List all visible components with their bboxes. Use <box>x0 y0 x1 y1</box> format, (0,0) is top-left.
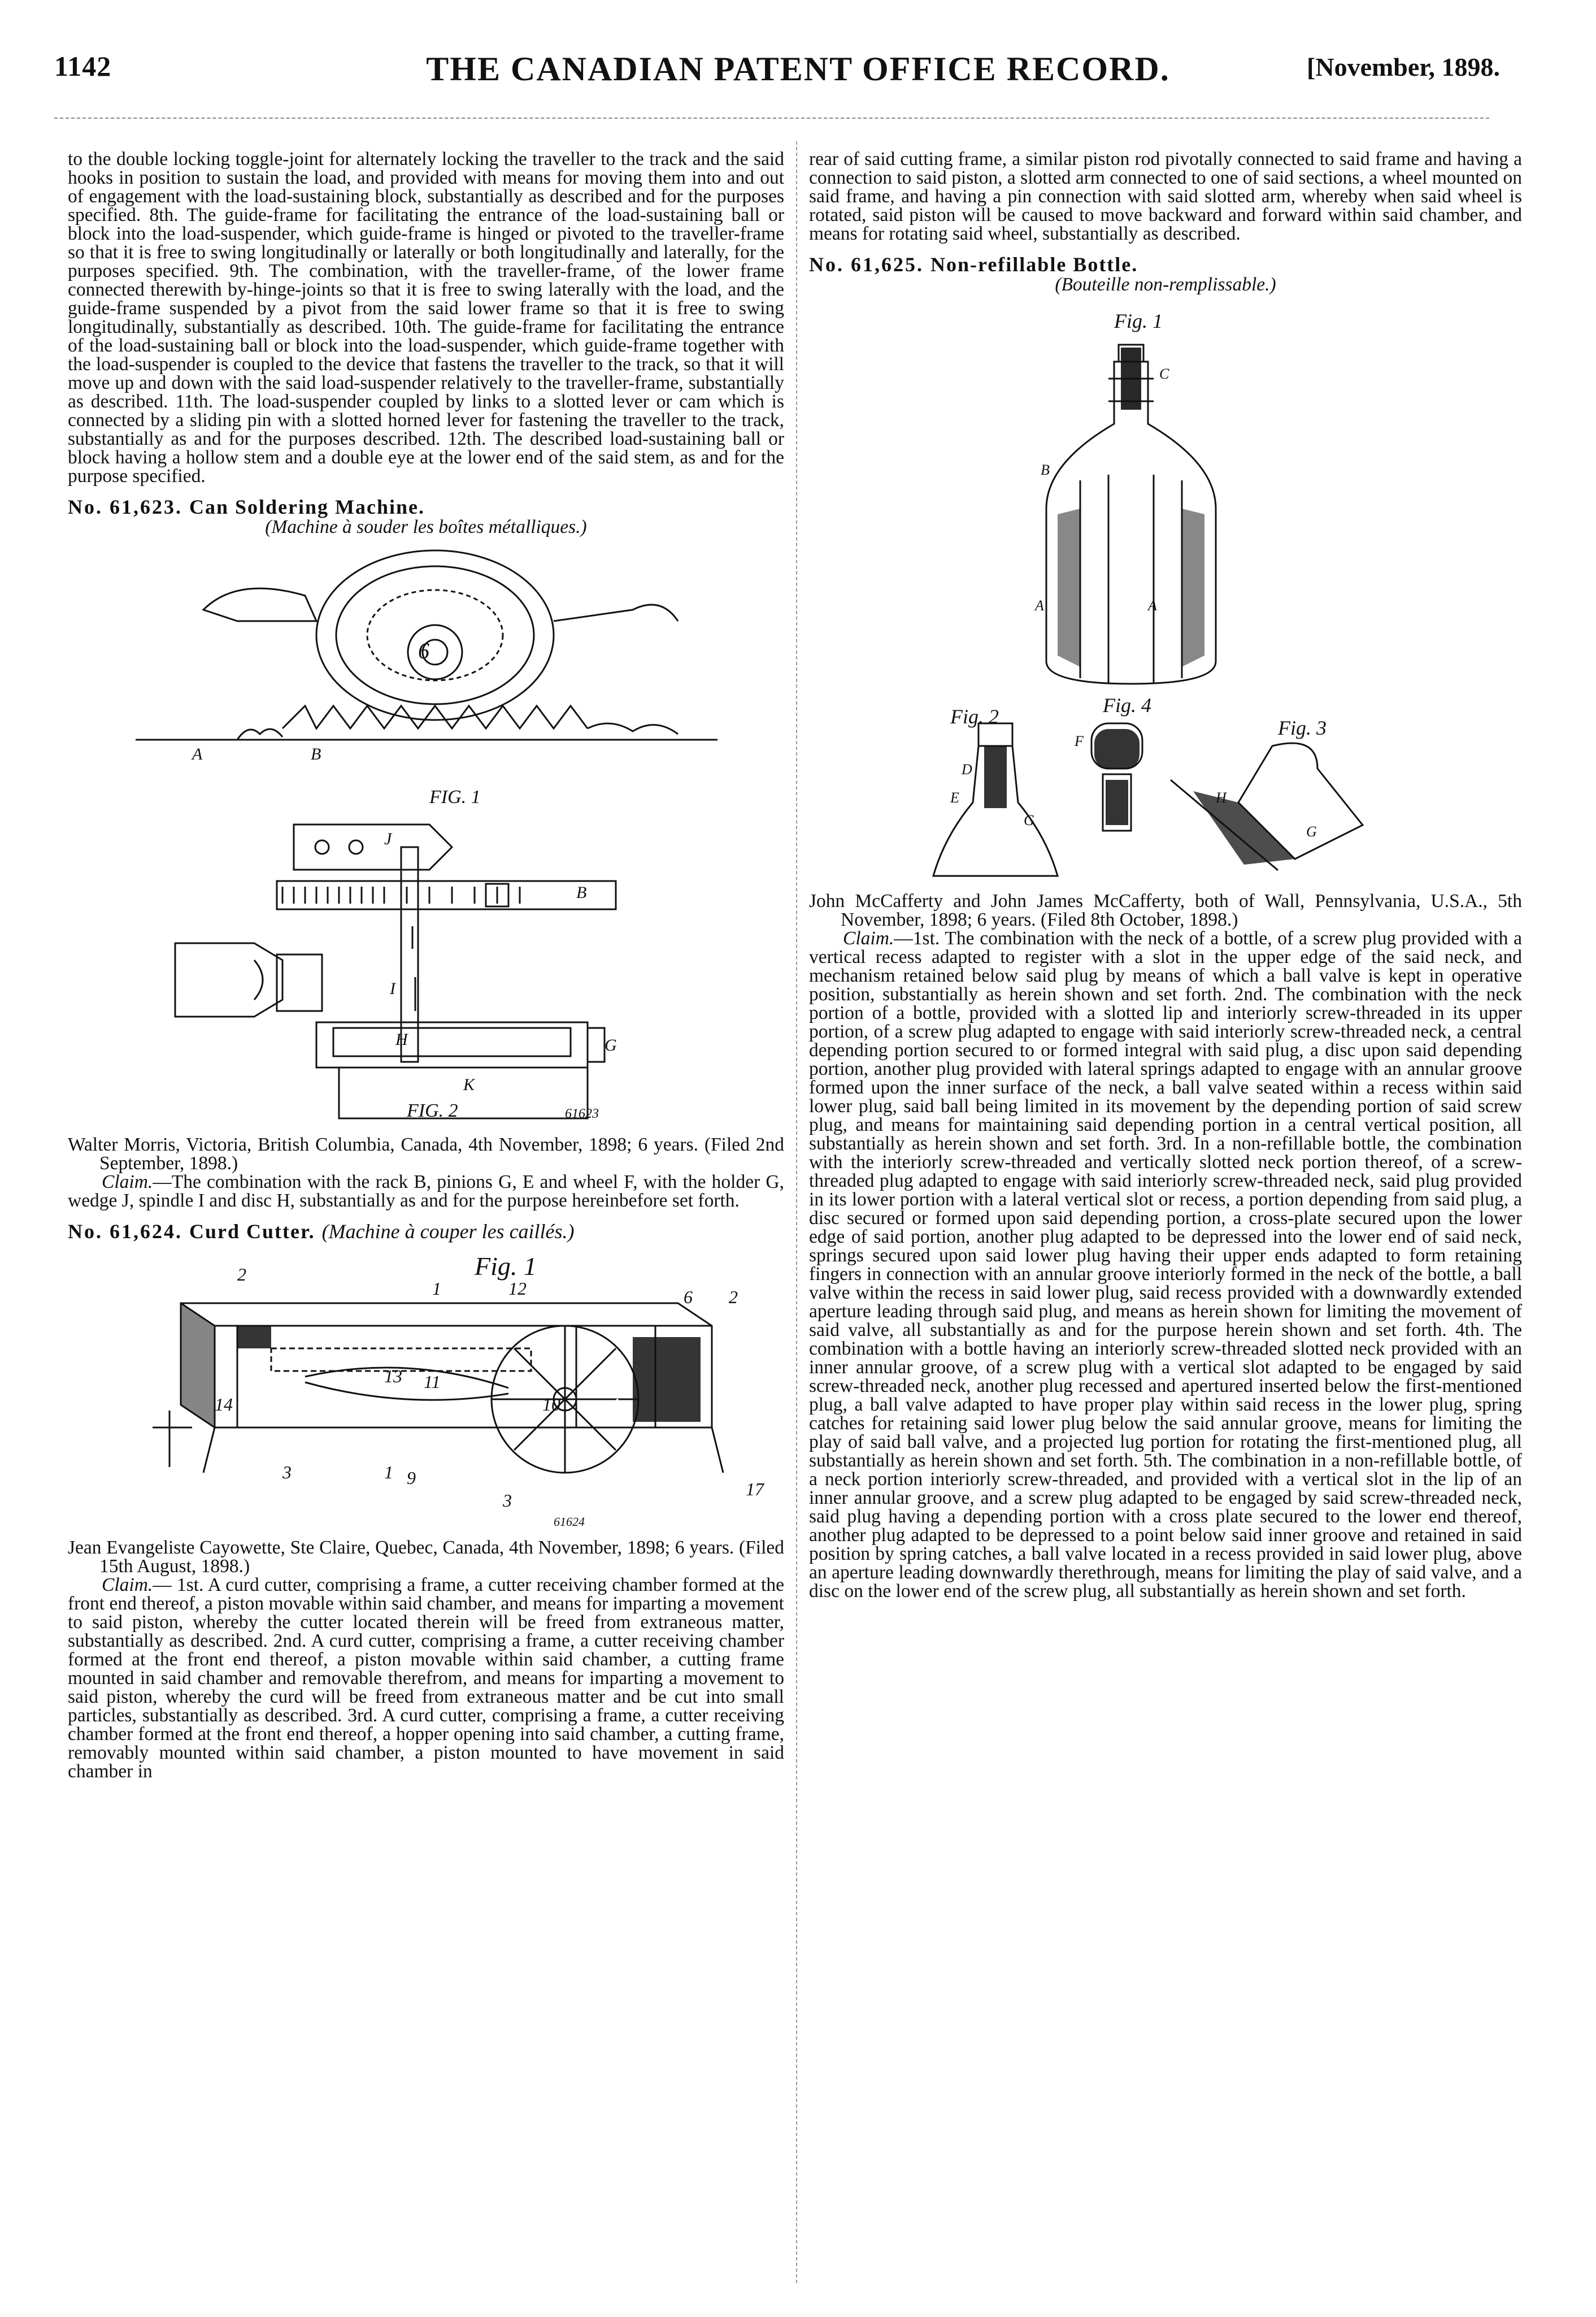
patent-number: No. 61,625. <box>809 253 924 276</box>
claim-label: Claim. <box>102 1171 153 1192</box>
claim-label: Claim. <box>102 1574 153 1595</box>
page-number: 1142 <box>54 50 112 82</box>
claim-text: —The combination with the rack B, pinions G, E and wheel F, with the holder G, wedge J, spindle I and disc H, substantially as and for the purpose hereinbefore set forth. <box>68 1171 784 1211</box>
can-soldering-fig1-drawing <box>68 536 784 813</box>
curd-cutter-fig-label: Fig. 1 <box>475 1252 537 1281</box>
claim-61625 <box>809 929 1522 1600</box>
bottle-fig4-label: Fig. 4 <box>1103 694 1151 717</box>
svg-text:B: B <box>1041 462 1050 478</box>
patent-title: Curd Cutter. <box>189 1220 315 1243</box>
svg-text:10: 10 <box>542 1394 560 1415</box>
bottle-fig1-label: Fig. 1 <box>1114 310 1163 332</box>
svg-text:I: I <box>390 979 395 998</box>
left-column <box>68 150 784 1781</box>
inventor-61625: John McCafferty and John James McCafferty, both of Wall, Pennsylvania, U.S.A., 5th November, 1898; 6 years. (Filed 8th October, 1898.) <box>809 891 1522 930</box>
right-column <box>809 150 1522 1600</box>
fig1-caption: FIG. 1 <box>429 787 481 808</box>
svg-text:6: 6 <box>418 638 429 663</box>
svg-text:G: G <box>1024 812 1034 828</box>
patent-number: No. 61,624. <box>68 1220 182 1243</box>
patent-heading-61624 <box>68 1222 784 1241</box>
svg-text:H: H <box>1216 789 1227 806</box>
bottle-fig3-label: Fig. 3 <box>1278 717 1327 739</box>
claim-61624 <box>68 1576 784 1781</box>
svg-text:1: 1 <box>432 1278 441 1299</box>
patent-heading-61623 <box>68 498 784 517</box>
svg-text:A: A <box>1035 597 1044 614</box>
patent-title: Can Soldering Machine. <box>189 496 425 518</box>
continued-claims-text: rear of said cutting frame, a similar piston rod pivotally connected to said frame and having a connection to said piston, a slotted arm connected to one of said sections, a wheel mounted on said frame, and having a pin connection with said slotted arm, whereby when said wheel is rotated, said piston will be caused to move backward and forward within said chamber, and means for rotating said wheel, substantially as described. <box>809 149 1522 244</box>
page-header <box>0 50 1596 95</box>
svg-text:K: K <box>463 1075 475 1094</box>
svg-text:9: 9 <box>407 1468 416 1488</box>
svg-text:12: 12 <box>508 1278 527 1299</box>
claim-text: — 1st. A curd cutter, comprising a frame, a cutter receiving chamber formed at the front end thereof, a piston movable within said chamber, and means for imparting a movement to said piston, whereby the cutter located therein will be freed from extraneous matter, substantially as described. 2nd. A curd cutter, comprising a frame, a cutter receiving chamber formed at the front end thereof, a piston movable within said chamber, a cutting frame mounted in said chamber and removable therefrom, and means for imparting a movement to said piston, whereby the curd will be freed from extraneous matter and be cut into small particles, substantially as described. 3rd. A curd cutter, comprising a frame, a cutter receiving chamber formed at the front end thereof, a hopper opening into said chamber, a cutting frame, removably mounted within said chamber, a piston mounted to have movement in said chamber in <box>68 1574 784 1782</box>
header-rule <box>54 118 1489 119</box>
svg-text:B: B <box>311 745 321 763</box>
curd-cutter-drawing <box>68 1241 784 1529</box>
svg-text:2: 2 <box>729 1287 738 1307</box>
svg-text:2: 2 <box>237 1264 246 1285</box>
svg-text:13: 13 <box>384 1366 402 1386</box>
patent-number: No. 61,623. <box>68 496 182 518</box>
claim-61623 <box>68 1173 784 1210</box>
claim-label: Claim. <box>843 928 894 949</box>
bottle-fig2-label: Fig. 2 <box>950 705 999 728</box>
figure-can-soldering-2 <box>68 813 784 1124</box>
patent-french-title: (Machine à couper les caillés.) <box>321 1220 575 1243</box>
svg-text:D: D <box>962 761 972 778</box>
svg-text:11: 11 <box>424 1372 441 1392</box>
svg-text:A: A <box>1148 597 1157 614</box>
column-divider <box>796 141 797 2283</box>
svg-text:F: F <box>1075 733 1084 749</box>
svg-text:G: G <box>605 1036 617 1055</box>
svg-text:C: C <box>1159 366 1169 382</box>
figure-curd-cutter <box>68 1241 784 1529</box>
svg-text:17: 17 <box>746 1479 764 1499</box>
svg-text:H: H <box>395 1030 408 1049</box>
fig2-number: 61623 <box>565 1107 599 1121</box>
can-soldering-fig2-drawing <box>68 813 784 1124</box>
svg-text:B: B <box>576 883 587 902</box>
patent-heading-61625 <box>809 255 1522 274</box>
curd-cutter-fig-number: 61624 <box>554 1515 585 1529</box>
publication-title: THE CANADIAN PATENT OFFICE RECORD. <box>426 50 1170 88</box>
svg-text:6: 6 <box>684 1287 693 1307</box>
svg-text:1: 1 <box>384 1462 393 1482</box>
inventor-61623: Walter Morris, Victoria, British Columbia, Canada, 4th November, 1898; 6 years. (Filed 2nd September, 1898.) <box>68 1134 784 1174</box>
svg-text:G: G <box>1306 823 1317 840</box>
fig2-caption: FIG. 2 <box>407 1100 458 1121</box>
svg-text:3: 3 <box>282 1462 292 1482</box>
patent-french-title: (Bouteille non-remplissable.) <box>1055 274 1276 295</box>
svg-text:3: 3 <box>503 1490 512 1511</box>
svg-text:14: 14 <box>215 1394 233 1415</box>
svg-text:4: 4 <box>610 1394 619 1415</box>
inventor-61624: Jean Evangeliste Cayowette, Ste Claire, Quebec, Canada, 4th November, 1898; 6 years. (Filed 15th August, 1898.) <box>68 1537 784 1577</box>
figure-bottle <box>809 294 1522 887</box>
figure-can-soldering-1 <box>68 536 784 813</box>
bottle-drawing <box>809 294 1522 887</box>
svg-text:J: J <box>384 830 392 848</box>
claim-text: —1st. The combination with the neck of a bottle, of a screw plug provided with a vertical recess adapted to register with a slot in the upper edge of the said neck, and mechanism retained below said plug by means of which a ball valve is kept in operative position, substantially as herein shown and set forth. 2nd. The combination with the neck portion of a bottle, provided with a slotted lip and interiorly screw-threaded in its upper portion, of a screw plug adapted to engage with said interiorly screw-threaded neck, a central depending portion secured to or formed integral with said plug, a disc upon said depending portion, another plug provided with lateral springs adapted to engage with an annular groove formed upon the inner surface of the neck, a ball valve seated within a recess within said lower plug, said ball being limited in its movement by the depending portion of said screw plug, and means for maintaining said depending portion in a central vertical position, all substantially as herein shown and set forth. 3rd. In a non-refillable bottle, the combination with the interiorly screw-threaded and vertically slotted neck portion thereof, of a screw-threaded plug adapted to engage with said interiorly screw-threaded neck, said plug provided in its lower portion with a lateral vertical slot or recess, a portion depending from said plug, a disc secured or formed upon said depending portion, a cross-plate secured upon the lower edge of said portion, another plug adapted to be depressed into the lower end of said neck, springs secured upon said lower plug having their upper ends adapted to form retaining fingers in connection with an annular groove interiorly formed in the neck of the bottle, a ball valve within the recess in said lower plug, said recess provided with a downwardly extended aperture leading through said plug, and means as herein shown for limiting the movement of said valve, all substantially as and for the purpose herein shown and set forth. 4th. The combination with a bottle having an interiorly screw-threaded slotted neck provided with an inner annular groove, of a screw plug with a vertical slot adapted to be engaged by said screw-threaded neck, another plug recessed and apertured inserted below the first-mentioned plug, a ball valve adapted to have proper play within said recess in the lower plug, spring catches for retaining said lower plug below the said annular groove, means for limiting the play of said ball valve, and a projected lug portion for rotating the first-mentioned plug, all substantially as herein shown and set forth. 5th. The combination in a non-refillable bottle, of a neck portion interiorly screw-threaded, and provided with a vertical slot in the lip of an inner annular groove, and a screw plug adapted to be engaged by said screw-threaded neck, said plug having a depending portion with a cross plate secured to the lower end thereof, another plug adapted to be depressed to a point below said inner groove and retained in said position by spring catches, a ball valve located in a recess provided in said lower plug, above an aperture leading downwardly therethrough, means for limiting the play of said valve, and a disc on the lower end of the screw plug, all substantially as herein shown and set forth. <box>809 928 1522 1602</box>
issue-date: [November, 1898. <box>1307 53 1500 81</box>
svg-text:E: E <box>950 789 959 806</box>
patent-title: Non-refillable Bottle. <box>930 253 1138 276</box>
svg-text:A: A <box>192 745 203 763</box>
continued-claims-text: to the double locking toggle-joint for alternately locking the traveller to the track and the said hooks in position to sustain the load, and provided with means for moving them into and out of engagement with the load-sustaining block, substantially as described and for the purposes specified. 8th. The guide-frame for facilitating the entrance of the load-sustaining ball or block into the load-suspender, which guide-frame is hinged or pivoted to the traveller-frame so that it is free to swing longitudinally or laterally or both longitudinally and laterally, for the purposes specified. 9th. The combination, with the traveller-frame, of the lower frame connected therewith by-hinge-joints so that it is free to swing laterally with the load, and the guide-frame suspended by a pivot from the said lower frame so that it is free to swing longitudinally, substantially as described. 10th. The guide-frame for facilitating the entrance of the load-sustaining ball or block into the load-suspender, which guide-frame together with the load-suspender is coupled to the device that fastens the traveller to the track, so that it will move up and down with the said load-suspender relatively to the traveller-frame, substantially as described. 11th. The load-suspender coupled by links to a slotted lever or cam which is connected by a sliding pin with a slotted horned lever for fastening the traveller to the track, substantially as and for the purposes described. 12th. The described load-sustaining ball or block having a hollow stem and a double eye at the lower end of the said stem, as and for the purpose specified. <box>68 149 784 487</box>
patent-french-title: (Machine à souder les boîtes métalliques.) <box>265 517 587 537</box>
